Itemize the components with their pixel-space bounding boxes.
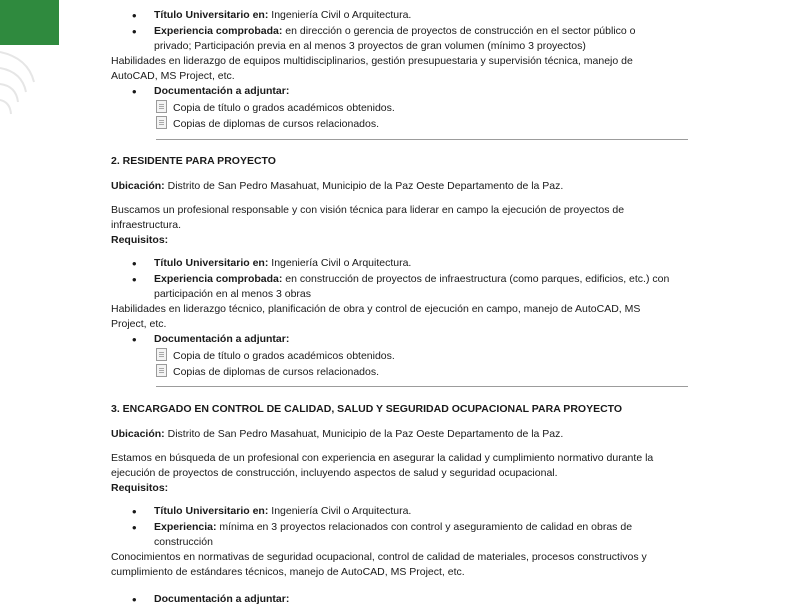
label: Experiencia comprobada:	[154, 273, 283, 285]
label: Título Universitario en:	[154, 257, 269, 269]
text-line: Estamos en búsqueda de un profesional con experiencia en asegurar la calidad y cumplimiento normativo durante la	[111, 452, 654, 464]
document-icon	[156, 100, 167, 113]
text-line: Conocimientos en normativas de seguridad ocupacional, control de calidad de materiales, procesos constructivos y	[111, 551, 647, 563]
bullet-icon: •	[132, 272, 137, 287]
section-heading: 2. RESIDENTE PARA PROYECTO	[111, 155, 276, 167]
value: Ingeniería Civil o Arquitectura.	[268, 257, 412, 269]
value: Copia de título o grados académicos obtenidos.	[173, 102, 395, 114]
text-line: AutoCAD, MS Project, etc.	[111, 70, 235, 82]
text-line: cumplimiento de estándares técnicos, manejo de AutoCAD, MS Project, etc.	[111, 566, 465, 578]
list-item	[156, 116, 379, 132]
value: en construcción de proyectos de infraestructura (como parques, edificios, etc.) con	[282, 273, 670, 285]
label: Experiencia comprobada:	[154, 25, 283, 37]
label: Documentación a adjuntar:	[154, 593, 290, 605]
list-item	[156, 364, 379, 380]
text-line: Habilidades en liderazgo de equipos multidisciplinarios, gestión presupuestaria y supervisión técnica, manejo de	[111, 55, 633, 67]
text-line: Requisitos:	[111, 482, 169, 494]
value: Copia de título o grados académicos obtenidos.	[173, 350, 395, 362]
bullet-icon: •	[132, 256, 137, 271]
value: Copias de diplomas de cursos relacionados.	[173, 118, 380, 130]
text-line: Ubicación: Distrito de San Pedro Masahuat, Municipio de la Paz Oeste Departamento de la Paz.	[111, 428, 564, 440]
divider	[156, 139, 688, 140]
document-icon	[156, 348, 167, 361]
list-item	[156, 348, 395, 364]
bullet-icon: •	[132, 332, 137, 347]
label: Documentación a adjuntar:	[154, 85, 290, 97]
label: Documentación a adjuntar:	[154, 333, 290, 345]
value: Ingeniería Civil o Arquitectura.	[268, 9, 412, 21]
text-line: Buscamos un profesional responsable y con visión técnica para liderar en campo la ejecución de proyectos de	[111, 204, 625, 216]
bullet-icon: •	[132, 8, 137, 23]
divider	[156, 386, 688, 387]
label: Título Universitario en:	[154, 505, 269, 517]
text-line: construcción	[154, 536, 213, 548]
text-line: privado; Participación previa en al menos 3 proyectos de gran volumen (mínimo 3 proyectos)	[154, 40, 586, 52]
list-item	[156, 100, 395, 116]
bullet-icon: •	[132, 84, 137, 99]
decorative-arcs	[0, 40, 60, 130]
text-line: ejecución de proyectos de construcción, incluyendo aspectos de salud y seguridad ocupacional.	[111, 467, 558, 479]
brand-green-block	[0, 0, 59, 45]
value: Copias de diplomas de cursos relacionados.	[173, 366, 380, 378]
text-line: participación en al menos 3 obras	[154, 288, 312, 300]
bullet-icon: •	[132, 592, 137, 607]
document-icon	[156, 364, 167, 377]
label: Experiencia:	[154, 521, 217, 533]
text-line: Requisitos:	[111, 234, 169, 246]
value: mínima en 3 proyectos relacionados con control y aseguramiento de calidad en obras de	[216, 521, 633, 533]
value: Ingeniería Civil o Arquitectura.	[268, 505, 412, 517]
text-line: Ubicación: Distrito de San Pedro Masahuat, Municipio de la Paz Oeste Departamento de la Paz.	[111, 180, 564, 192]
value: en dirección o gerencia de proyectos de construcción en el sector público o	[282, 25, 636, 37]
text-line: Habilidades en liderazgo técnico, planificación de obra y control de ejecución en campo, manejo de AutoCAD, MS	[111, 303, 641, 315]
document-icon	[156, 116, 167, 129]
bullet-icon: •	[132, 24, 137, 39]
text-line: Project, etc.	[111, 318, 167, 330]
label: Título Universitario en:	[154, 9, 269, 21]
section-heading: 3. ENCARGADO EN CONTROL DE CALIDAD, SALUD Y SEGURIDAD OCUPACIONAL PARA PROYECTO	[111, 403, 623, 415]
text-line: infraestructura.	[111, 219, 182, 231]
bullet-icon: •	[132, 504, 137, 519]
bullet-icon: •	[132, 520, 137, 535]
